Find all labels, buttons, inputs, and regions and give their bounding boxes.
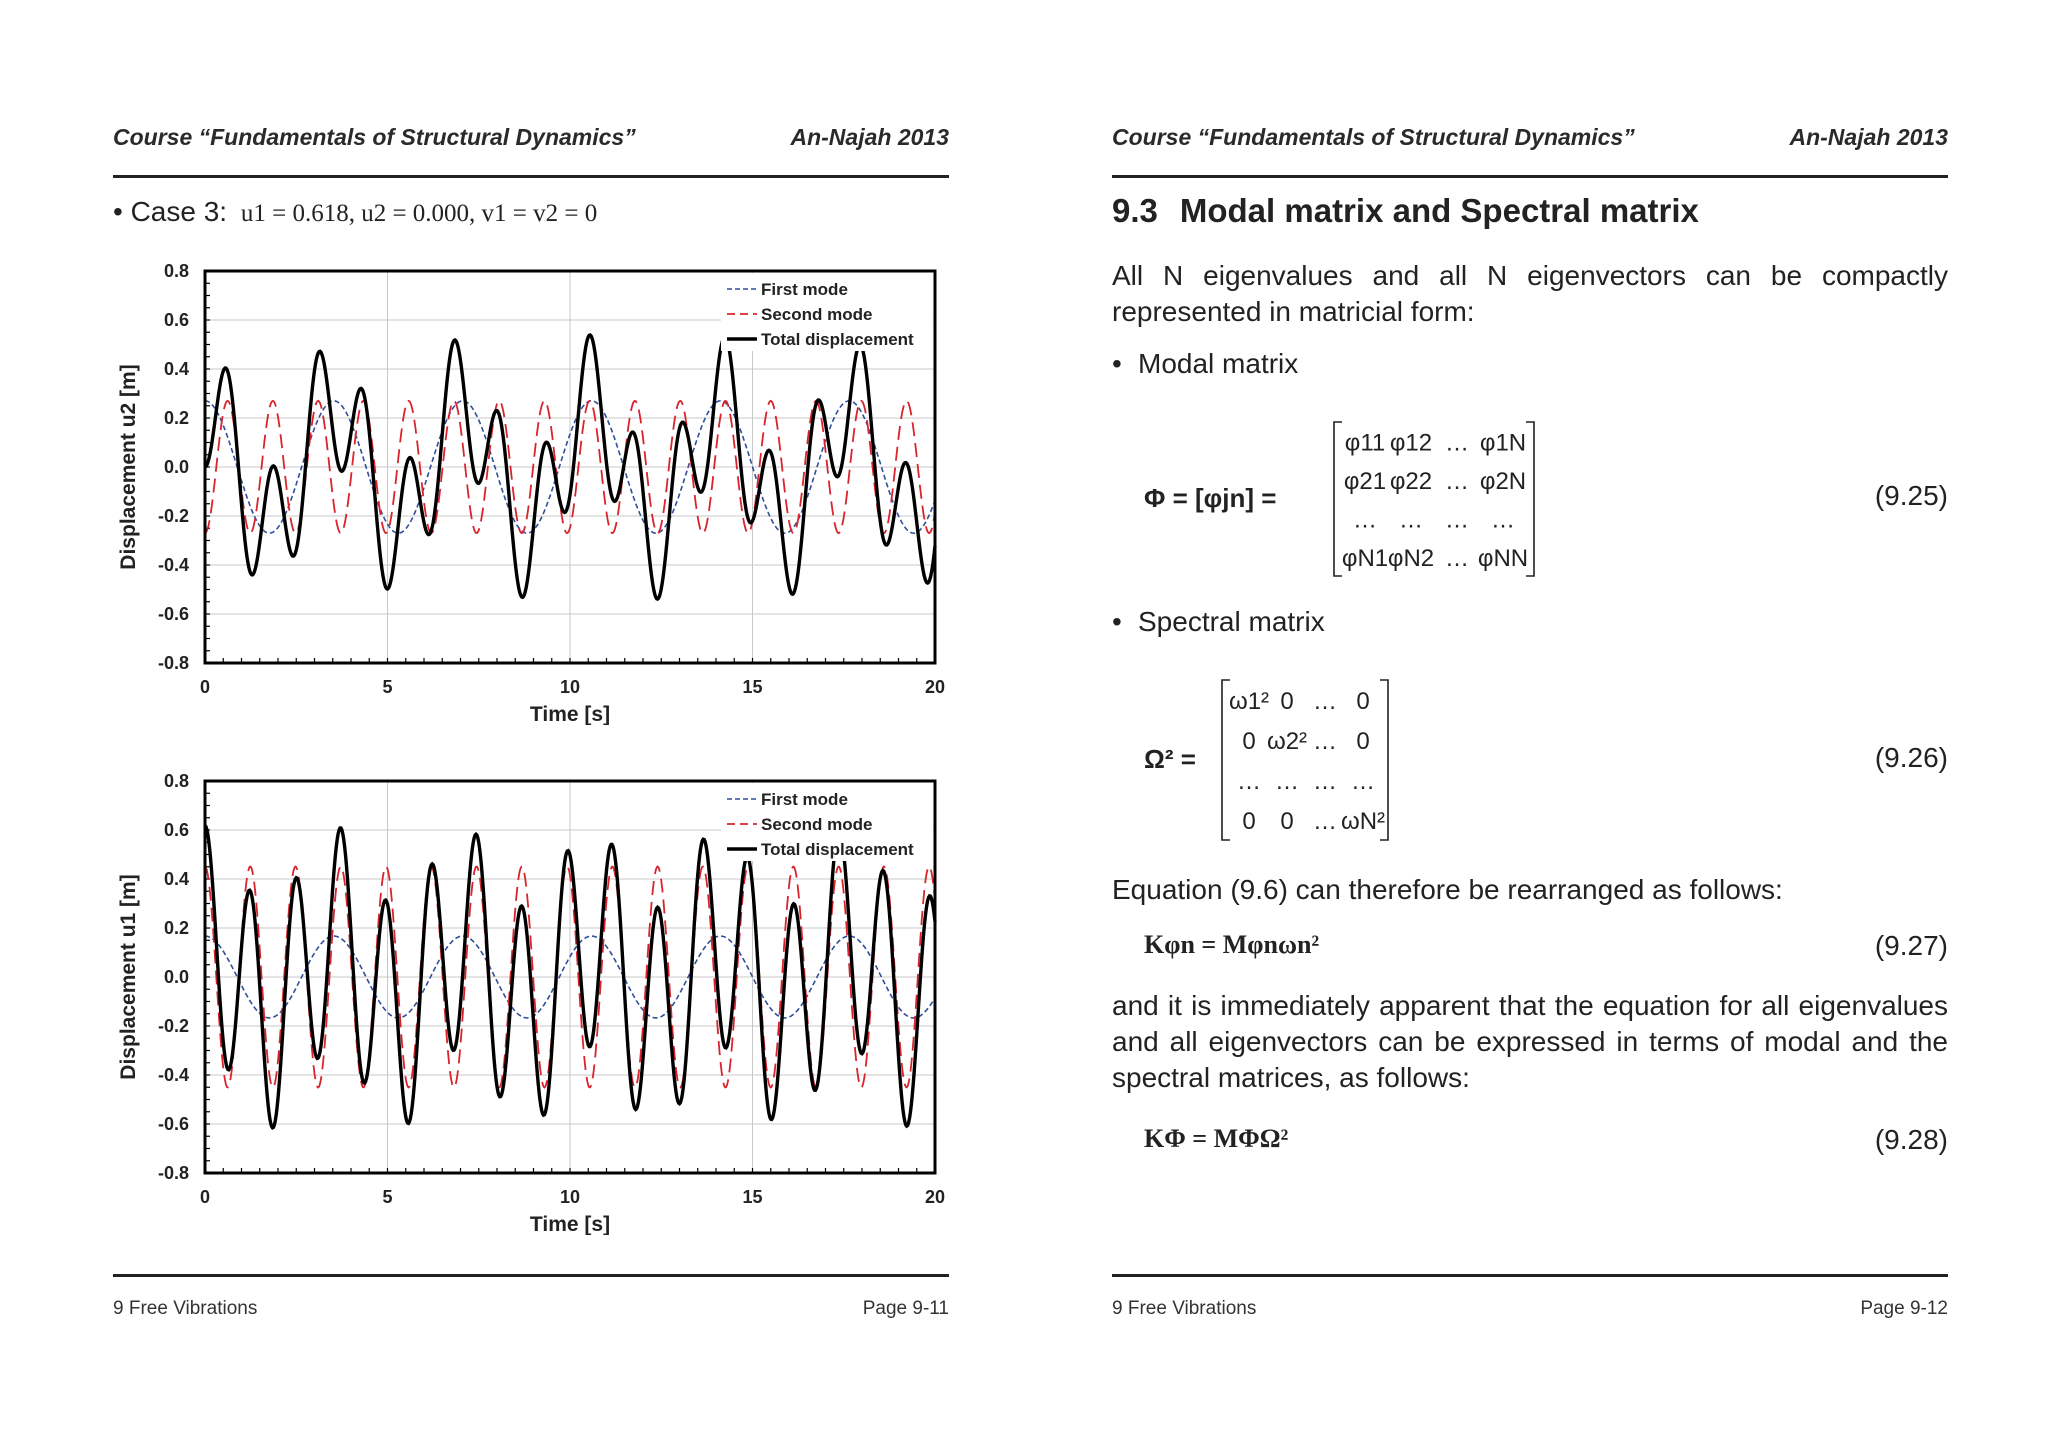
x-tick-label: 10 bbox=[559, 677, 581, 697]
y-tick-label: -0.4 bbox=[157, 555, 189, 575]
section-title: Modal matrix and Spectral matrix bbox=[1179, 192, 1699, 229]
rearranged-paragraph: Equation (9.6) can therefore be rearranged as follows: bbox=[1112, 874, 1783, 905]
y-tick-label: 0.8 bbox=[163, 771, 189, 791]
matrix-cell: … bbox=[1313, 728, 1337, 755]
matrix-cell: … bbox=[1445, 544, 1469, 572]
matrix-cell: … bbox=[1445, 429, 1469, 457]
legend-label: Total displacement bbox=[761, 330, 914, 349]
x-tick-label: 0 bbox=[199, 1187, 211, 1207]
matrix-cell: φ21 bbox=[1343, 467, 1387, 495]
equation-9-25 bbox=[1144, 414, 1544, 591]
x-tick-label: 15 bbox=[742, 1187, 763, 1207]
x-axis-label: Time [s] bbox=[529, 703, 611, 725]
case-initial-conditions: u1 = 0.618, u2 = 0.000, v1 = v2 = 0 bbox=[240, 200, 598, 227]
chart-u1 bbox=[113, 765, 949, 1235]
section-heading bbox=[1112, 192, 1699, 230]
equation-number-9-28: (9.28) bbox=[1874, 1124, 1948, 1155]
page-header bbox=[1112, 124, 1948, 152]
x-tick-label: 15 bbox=[742, 677, 763, 697]
matrix-lhs: Ω² = bbox=[1144, 744, 1196, 774]
footer-chapter: 9 Free Vibrations bbox=[113, 1298, 258, 1319]
header-institution: An-Najah 2013 bbox=[790, 124, 949, 150]
matrix-cell: … bbox=[1351, 768, 1375, 795]
y-axis-label: Displacement u2 [m] bbox=[117, 364, 140, 570]
matrix-cell: 0 bbox=[1242, 808, 1256, 835]
y-tick-label: -0.2 bbox=[157, 1016, 189, 1036]
page-header bbox=[113, 124, 949, 152]
apparent-paragraph: and it is immediately apparent that the equation for all eigenvalues and all eigenvectors can be expressed in terms of modal and the spectral matrices, as follows: bbox=[1112, 990, 1948, 1093]
matrix-cell: ωN² bbox=[1340, 808, 1386, 835]
matrix-cell: … bbox=[1313, 768, 1337, 795]
footer-page-number: Page 9-12 bbox=[1860, 1298, 1948, 1319]
equation-number-9-27: (9.27) bbox=[1874, 930, 1948, 961]
matrix-cell: … bbox=[1313, 688, 1337, 715]
y-tick-label: 0.6 bbox=[163, 820, 189, 840]
matrix-cell: 0 bbox=[1280, 808, 1294, 835]
bullet-modal-matrix: • Modal matrix bbox=[1112, 348, 1299, 379]
equation-9-26 bbox=[1144, 672, 1444, 855]
footer-page-number: Page 9-11 bbox=[862, 1298, 949, 1319]
footer-rule bbox=[113, 1274, 949, 1277]
case-label: • Case 3: bbox=[113, 196, 228, 227]
matrix-cell: … bbox=[1313, 808, 1337, 835]
matrix-cell: … bbox=[1237, 768, 1261, 795]
x-tick-label: 5 bbox=[382, 677, 393, 697]
header-course-title: Course “Fundamentals of Structural Dynamics” bbox=[1112, 124, 1635, 150]
matrix-cell: φN1 bbox=[1341, 544, 1389, 572]
matrix-cell: φ1N bbox=[1479, 429, 1527, 457]
x-tick-label: 10 bbox=[559, 1187, 581, 1207]
matrix-cell: 0 bbox=[1356, 728, 1370, 755]
header-course-title: Course “Fundamentals of Structural Dynamics” bbox=[113, 124, 636, 150]
footer-chapter: 9 Free Vibrations bbox=[1112, 1298, 1257, 1319]
left-page bbox=[113, 0, 949, 1448]
chart-u2 bbox=[113, 255, 949, 725]
x-tick-label: 20 bbox=[924, 677, 946, 697]
x-tick-label: 20 bbox=[924, 1187, 946, 1207]
y-tick-label: -0.6 bbox=[157, 604, 189, 624]
matrix-cell: … bbox=[1445, 506, 1469, 534]
x-tick-label: 0 bbox=[199, 677, 211, 697]
matrix-lhs: Φ = [φjn] = bbox=[1144, 483, 1277, 513]
y-axis-label: Displacement u1 [m] bbox=[117, 874, 140, 1080]
matrix-cell: 0 bbox=[1280, 688, 1294, 715]
y-tick-label: 0.0 bbox=[163, 457, 189, 477]
matrix-cell: … bbox=[1399, 506, 1423, 534]
bullet-spectral-label: Spectral matrix bbox=[1138, 606, 1325, 637]
matrix-cell: φ12 bbox=[1389, 429, 1433, 457]
matrix-cell: φNN bbox=[1477, 544, 1529, 572]
legend-label: Total displacement bbox=[761, 840, 914, 859]
x-axis-label: Time [s] bbox=[529, 1213, 611, 1235]
legend-label: First mode bbox=[761, 790, 848, 809]
y-tick-label: -0.2 bbox=[157, 506, 189, 526]
spectral-matrix-svg bbox=[1144, 672, 1444, 848]
equation-number-9-26: (9.26) bbox=[1874, 742, 1948, 773]
y-tick-label: -0.8 bbox=[157, 653, 189, 673]
y-tick-label: 0.8 bbox=[163, 261, 189, 281]
legend-label: Second mode bbox=[761, 305, 873, 324]
matrix-cell: … bbox=[1491, 506, 1515, 534]
header-rule bbox=[113, 175, 949, 178]
y-tick-label: -0.4 bbox=[157, 1065, 189, 1085]
legend-label: Second mode bbox=[761, 815, 873, 834]
header-institution: An-Najah 2013 bbox=[1789, 124, 1948, 150]
footer-rule bbox=[1112, 1274, 1948, 1277]
y-tick-label: 0.4 bbox=[163, 359, 189, 379]
equation-9-27: Kφn = Mφnωn² bbox=[1144, 930, 1320, 959]
bullet-spectral-matrix: • Spectral matrix bbox=[1112, 606, 1325, 637]
matrix-cell: φ22 bbox=[1389, 467, 1433, 495]
legend-label: First mode bbox=[761, 280, 848, 299]
case-line bbox=[113, 196, 597, 228]
header-rule bbox=[1112, 175, 1948, 178]
matrix-cell: … bbox=[1445, 467, 1469, 495]
intro-paragraph: All N eigenvalues and all N eigenvectors can be compactly represented in matricial form: bbox=[1112, 260, 1948, 327]
x-tick-label: 5 bbox=[382, 1187, 393, 1207]
matrix-cell: … bbox=[1275, 768, 1299, 795]
matrix-cell: φ11 bbox=[1344, 429, 1386, 457]
y-tick-label: -0.8 bbox=[157, 1163, 189, 1183]
matrix-cell: 0 bbox=[1242, 728, 1256, 755]
modal-matrix-svg bbox=[1144, 414, 1544, 584]
matrix-cell: … bbox=[1353, 506, 1377, 534]
matrix-cell: φN2 bbox=[1387, 544, 1435, 572]
y-tick-label: -0.6 bbox=[157, 1114, 189, 1134]
y-tick-label: 0.4 bbox=[163, 869, 189, 889]
right-page bbox=[1112, 0, 1948, 1448]
bracket-left bbox=[1334, 422, 1342, 576]
matrix-cell: ω1² bbox=[1228, 688, 1270, 715]
matrix-cell: 0 bbox=[1356, 688, 1370, 715]
y-tick-label: 0.2 bbox=[163, 918, 189, 938]
y-tick-label: 0.0 bbox=[163, 967, 189, 987]
y-tick-label: 0.2 bbox=[163, 408, 189, 428]
y-tick-label: 0.6 bbox=[163, 310, 189, 330]
equation-9-28: KΦ = MΦΩ² bbox=[1144, 1124, 1289, 1153]
section-number: 9.3 bbox=[1112, 192, 1158, 229]
matrix-cell: φ2N bbox=[1479, 467, 1527, 495]
equation-number-9-25: (9.25) bbox=[1874, 480, 1948, 511]
bullet-modal-label: Modal matrix bbox=[1138, 348, 1299, 379]
matrix-cell: ω2² bbox=[1266, 728, 1308, 755]
